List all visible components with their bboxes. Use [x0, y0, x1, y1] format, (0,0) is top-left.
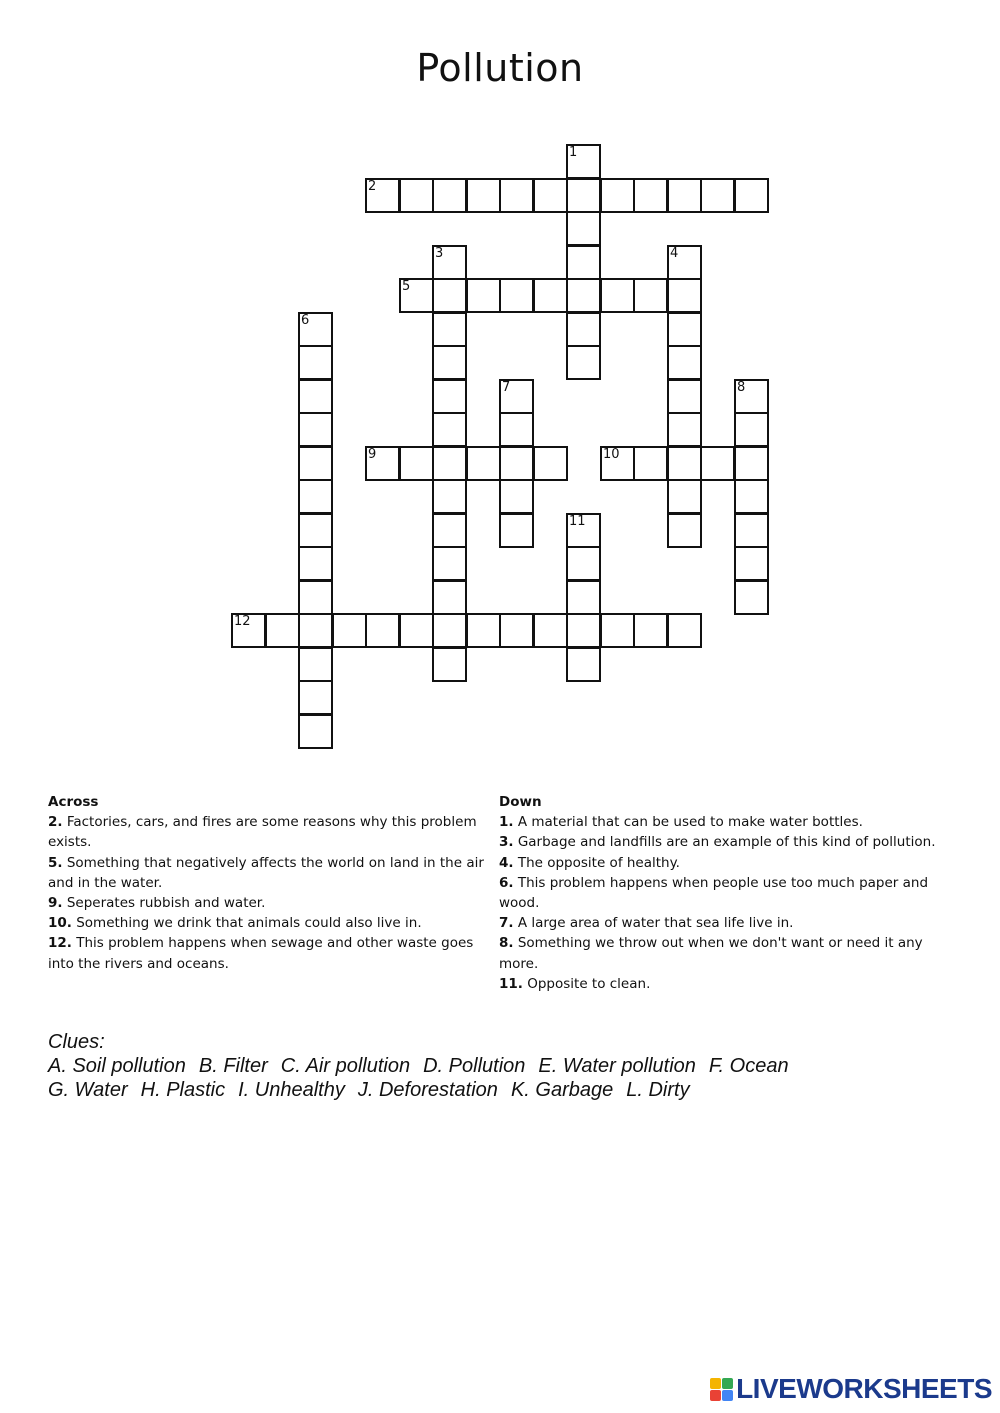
- crossword-cell[interactable]: [700, 446, 735, 481]
- clue-item-number: 5.: [48, 854, 63, 871]
- crossword-cell[interactable]: [499, 178, 534, 213]
- crossword-cell[interactable]: [566, 647, 601, 682]
- crossword-cell[interactable]: [566, 211, 601, 246]
- clue-item-text: Garbage and landfills are an example of this kind of pollution.: [513, 834, 936, 851]
- crossword-cell[interactable]: [399, 178, 434, 213]
- down-clues: [499, 792, 959, 994]
- clue-item-number: 11.: [499, 975, 523, 992]
- crossword-cell[interactable]: [432, 580, 467, 615]
- crossword-cell[interactable]: [667, 613, 702, 648]
- clue-item-text: A large area of water that sea life live in.: [513, 915, 794, 932]
- crossword-cell[interactable]: [298, 379, 333, 414]
- word-bank-option: D. Pollution: [423, 1055, 526, 1077]
- clue-number: 4: [670, 246, 679, 261]
- clue-item-text: Something we throw out when we don't want or need it any more.: [499, 935, 923, 972]
- clue-number: 7: [502, 380, 511, 395]
- clue-item-number: 7.: [499, 915, 514, 932]
- clue-number: 3: [435, 246, 444, 261]
- clue-item-number: 2.: [48, 814, 63, 831]
- clue-item-number: 9.: [48, 895, 63, 912]
- crossword-cell[interactable]: [298, 613, 333, 648]
- clue-item-number: 12.: [48, 935, 72, 952]
- word-bank-option: J. Deforestation: [357, 1079, 498, 1101]
- crossword-cell[interactable]: [667, 379, 702, 414]
- crossword-cell[interactable]: [466, 178, 501, 213]
- crossword-cell[interactable]: [298, 312, 333, 347]
- word-bank-option: I. Unhealthy: [238, 1079, 345, 1101]
- crossword-cell[interactable]: [566, 178, 601, 213]
- crossword-cell[interactable]: [533, 446, 568, 481]
- clue-item-number: 4.: [499, 854, 514, 871]
- word-bank-option: H. Plastic: [140, 1079, 226, 1101]
- crossword-cell[interactable]: [432, 345, 467, 380]
- crossword-cell[interactable]: [734, 412, 769, 447]
- word-bank: [48, 1030, 968, 1102]
- word-bank-option: F. Ocean: [708, 1055, 789, 1077]
- crossword-cell[interactable]: [332, 613, 367, 648]
- clue-number: 1: [569, 145, 578, 160]
- crossword-cell[interactable]: [600, 178, 635, 213]
- crossword-cell[interactable]: [365, 613, 400, 648]
- logo-square-icon: [722, 1390, 733, 1401]
- crossword-cell[interactable]: [533, 178, 568, 213]
- crossword-cell[interactable]: [566, 580, 601, 615]
- crossword-cell[interactable]: [466, 278, 501, 313]
- clue-item: [499, 832, 959, 852]
- liveworksheets-footer: [710, 1373, 992, 1405]
- clue-item-text: A material that can be used to make water bottles.: [513, 814, 863, 831]
- crossword-cell[interactable]: [432, 446, 467, 481]
- crossword-cell[interactable]: [265, 613, 300, 648]
- crossword-cell[interactable]: [298, 680, 333, 715]
- crossword-cell[interactable]: [298, 513, 333, 548]
- clue-item: [499, 812, 959, 832]
- crossword-cell[interactable]: [231, 613, 266, 648]
- crossword-cell[interactable]: [566, 144, 601, 179]
- clue-number: 12: [234, 614, 251, 629]
- crossword-cell[interactable]: [734, 178, 769, 213]
- crossword-cell[interactable]: [700, 178, 735, 213]
- crossword-cell[interactable]: [667, 245, 702, 280]
- crossword-cell[interactable]: [566, 345, 601, 380]
- clue-item: [48, 812, 498, 852]
- crossword-cell[interactable]: [566, 278, 601, 313]
- crossword-cell[interactable]: [432, 546, 467, 581]
- crossword-cell[interactable]: [499, 479, 534, 514]
- crossword-cell[interactable]: [633, 178, 668, 213]
- clue-item-text: Something we drink that animals could also live in.: [71, 915, 422, 932]
- crossword-cell[interactable]: [466, 613, 501, 648]
- clue-number: 6: [301, 313, 310, 328]
- clue-item: [499, 933, 959, 973]
- crossword-cell[interactable]: [298, 412, 333, 447]
- crossword-cell[interactable]: [399, 278, 434, 313]
- crossword-cell[interactable]: [365, 178, 400, 213]
- crossword-cell[interactable]: [734, 479, 769, 514]
- clue-number: 10: [603, 447, 620, 462]
- clue-number: 5: [402, 279, 411, 294]
- crossword-cell[interactable]: [667, 513, 702, 548]
- crossword-cell[interactable]: [533, 613, 568, 648]
- crossword-cell[interactable]: [298, 714, 333, 749]
- crossword-cell[interactable]: [432, 312, 467, 347]
- clue-item: [499, 853, 959, 873]
- clue-item: [48, 853, 498, 893]
- across-clues: [48, 792, 498, 974]
- crossword-cell[interactable]: [734, 379, 769, 414]
- crossword-cell[interactable]: [633, 613, 668, 648]
- clue-number: 9: [368, 447, 377, 462]
- crossword-cell[interactable]: [432, 647, 467, 682]
- crossword-cell[interactable]: [432, 479, 467, 514]
- clue-item-number: 3.: [499, 834, 514, 851]
- word-bank-option: G. Water: [48, 1079, 128, 1101]
- clue-item: [499, 974, 959, 994]
- crossword-cell[interactable]: [633, 278, 668, 313]
- clue-item: [48, 913, 498, 933]
- crossword-cell[interactable]: [399, 613, 434, 648]
- clue-item-text: This problem happens when people use too much paper and wood.: [499, 874, 929, 912]
- crossword-cell[interactable]: [432, 513, 467, 548]
- brand-name: LIVEWORKSHEETS: [736, 1373, 992, 1404]
- crossword-cell[interactable]: [667, 412, 702, 447]
- crossword-cell[interactable]: [466, 446, 501, 481]
- logo-square-icon: [722, 1378, 733, 1389]
- crossword-cell[interactable]: [499, 379, 534, 414]
- crossword-cell[interactable]: [566, 546, 601, 581]
- crossword-cell[interactable]: [399, 446, 434, 481]
- word-bank-option: L. Dirty: [626, 1079, 690, 1101]
- clue-item-number: 10.: [48, 915, 72, 932]
- crossword-cell[interactable]: [499, 513, 534, 548]
- crossword-cell[interactable]: [600, 613, 635, 648]
- word-bank-option: E. Water pollution: [538, 1055, 696, 1077]
- crossword-cell[interactable]: [499, 613, 534, 648]
- crossword-cell[interactable]: [566, 245, 601, 280]
- clue-number: 2: [368, 179, 377, 194]
- clue-number: 8: [737, 380, 746, 395]
- clue-item: [499, 873, 959, 913]
- crossword-cell[interactable]: [499, 446, 534, 481]
- word-bank-option: B. Filter: [198, 1055, 268, 1077]
- clue-item-number: 1.: [499, 814, 514, 831]
- clue-item-number: 6.: [499, 874, 514, 891]
- clue-item-text: Factories, cars, and fires are some reasons why this problem exists.: [48, 814, 477, 851]
- crossword-cell[interactable]: [533, 278, 568, 313]
- crossword-cell[interactable]: [432, 245, 467, 280]
- clue-number: 11: [569, 514, 586, 529]
- word-bank-row: [48, 1078, 968, 1102]
- crossword-cell[interactable]: [566, 513, 601, 548]
- crossword-cell[interactable]: [734, 580, 769, 615]
- clue-item-text: Something that negatively affects the world on land in the air and in the water.: [48, 854, 484, 891]
- crossword-cell[interactable]: [566, 312, 601, 347]
- crossword-cell[interactable]: [667, 278, 702, 313]
- word-bank-row: [48, 1054, 968, 1078]
- crossword-cell[interactable]: [432, 412, 467, 447]
- crossword-cell[interactable]: [432, 379, 467, 414]
- crossword-cell[interactable]: [667, 178, 702, 213]
- down-heading: Down: [499, 794, 542, 810]
- liveworksheets-logo-icon: [710, 1378, 733, 1401]
- clue-item-number: 8.: [499, 935, 514, 952]
- crossword-cell[interactable]: [667, 345, 702, 380]
- crossword-cell[interactable]: [432, 278, 467, 313]
- clue-item: [48, 893, 498, 913]
- clue-item-text: This problem happens when sewage and other waste goes into the rivers and oceans.: [48, 935, 474, 972]
- crossword-cell[interactable]: [600, 278, 635, 313]
- crossword-cell[interactable]: [298, 580, 333, 615]
- word-bank-option: C. Air pollution: [280, 1055, 411, 1077]
- crossword-cell[interactable]: [633, 446, 668, 481]
- clue-item: [499, 913, 959, 933]
- word-bank-option: K. Garbage: [510, 1079, 614, 1101]
- crossword-cell[interactable]: [298, 647, 333, 682]
- crossword-cell[interactable]: [734, 513, 769, 548]
- crossword-cell[interactable]: [298, 446, 333, 481]
- word-bank-option: A. Soil pollution: [48, 1055, 186, 1077]
- crossword-cell[interactable]: [298, 479, 333, 514]
- page-title: Pollution: [416, 46, 584, 90]
- crossword-cell[interactable]: [667, 446, 702, 481]
- crossword-cell[interactable]: [600, 446, 635, 481]
- crossword-cell[interactable]: [667, 479, 702, 514]
- clue-item-text: Seperates rubbish and water.: [62, 895, 266, 912]
- crossword-cell[interactable]: [734, 446, 769, 481]
- word-bank-heading: Clues:: [48, 1031, 105, 1053]
- crossword-cell[interactable]: [432, 613, 467, 648]
- crossword-cell[interactable]: [734, 546, 769, 581]
- logo-square-icon: [710, 1378, 721, 1389]
- across-heading: Across: [48, 794, 99, 810]
- crossword-cell[interactable]: [298, 345, 333, 380]
- crossword-cell[interactable]: [566, 613, 601, 648]
- logo-square-icon: [710, 1390, 721, 1401]
- crossword-cell[interactable]: [667, 312, 702, 347]
- crossword-cell[interactable]: [365, 446, 400, 481]
- clue-item-text: Opposite to clean.: [522, 975, 651, 992]
- clue-item: [48, 933, 498, 973]
- crossword-cell[interactable]: [499, 412, 534, 447]
- crossword-cell[interactable]: [298, 546, 333, 581]
- clue-item-text: The opposite of healthy.: [513, 854, 680, 871]
- crossword-cell[interactable]: [499, 278, 534, 313]
- crossword-cell[interactable]: [432, 178, 467, 213]
